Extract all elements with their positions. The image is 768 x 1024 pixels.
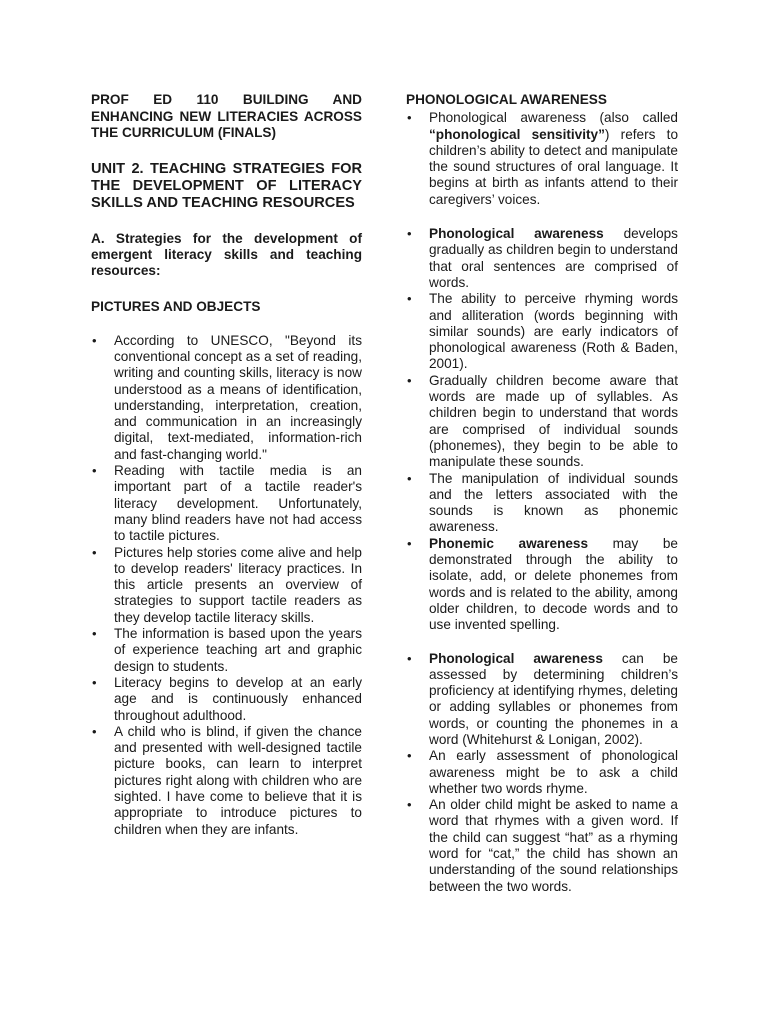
list-item: • The manipulation of individual sounds and the letters associated with the sounds is known as phonemic awareness. <box>406 471 678 536</box>
list-item: • According to UNESCO, "Beyond its conventional concept as a set of reading, writing and counting skills, literacy is now understood as a means of identification, understanding, interpretation, creation, and communication in an increasingly digital, text-mediated, information-rich and fast-changing world." <box>91 333 362 463</box>
list-item: • Phonological awareness can be assessed by determining children’s proficiency at identifying rhymes, deleting or adding syllables or phonemes from words, or counting the phonemes in a word (Whitehurst & Lonigan, 2002). <box>406 651 678 749</box>
phonological-awareness-heading: PHONOLOGICAL AWARENESS <box>406 92 607 107</box>
document-title: PROF ED 110 BUILDING AND ENHANCING NEW LITERACIES ACROSS THE CURRICULUM (FINALS) <box>91 92 362 140</box>
list-item: • Literacy begins to develop at an early age and is continuously enhanced throughout adulthood. <box>91 675 362 724</box>
strategies-heading: A. Strategies for the development of emergent literacy skills and teaching resources: <box>91 230 362 279</box>
phonological-bullet-list <box>406 110 678 895</box>
list-item: • An older child might be asked to name a word that rhymes with a given word. If the child can suggest “hat” as a rhyming word for “cat,” the child has shown an understanding of the sound relationships between the two words. <box>406 797 678 895</box>
list-item: • The information is based upon the years of experience teaching art and graphic design to students. <box>91 626 362 675</box>
list-item: • A child who is blind, if given the chance and presented with well-designed tactile picture books, can learn to interpret pictures right along with children who are sighted. I have come to believe that it is appropriate to introduce pictures to children when they are infants. <box>91 724 362 838</box>
list-item: • Phonological awareness develops gradually as children begin to understand that oral sentences are comprised of words. <box>406 226 678 291</box>
list-item: • Reading with tactile media is an important part of a tactile reader's literacy development. Unfortunately, many blind readers have not had access to tactile pictures. <box>91 463 362 544</box>
list-item: • Phonological awareness (also called “phonological sensitivity”) refers to children’s ability to detect and manipulate the sound structures of oral language. It begins at birth as infants attend to their caregivers’ voices. <box>406 110 678 208</box>
list-item: • The ability to perceive rhyming words and alliteration (words beginning with similar sounds) are early indicators of phonological awareness (Roth & Baden, 2001). <box>406 291 678 372</box>
list-item: • Gradually children become aware that words are made up of syllables. As children begin to understand that words are comprised of individual sounds (phonemes), they begin to be able to manipulate these sounds. <box>406 373 678 471</box>
left-column <box>91 92 362 838</box>
right-column <box>406 92 678 895</box>
list-item: • An early assessment of phonological awareness might be to ask a child whether two words rhyme. <box>406 748 678 797</box>
pictures-bullet-list <box>91 333 362 838</box>
pictures-objects-heading: PICTURES AND OBJECTS <box>91 299 261 315</box>
list-item: • Pictures help stories come alive and help to develop readers' literacy practices. In this article presents an overview of strategies to support tactile readers as they develop tactile literacy skills. <box>91 545 362 626</box>
list-item: • Phonemic awareness may be demonstrated through the ability to isolate, add, or delete phonemes from words and is related to the ability, among older children, to decode words and to use invented spelling. <box>406 536 678 634</box>
unit-heading: UNIT 2. TEACHING STRATEGIES FOR THE DEVELOPMENT OF LITERACY SKILLS AND TEACHING RESOURCES <box>91 160 362 211</box>
